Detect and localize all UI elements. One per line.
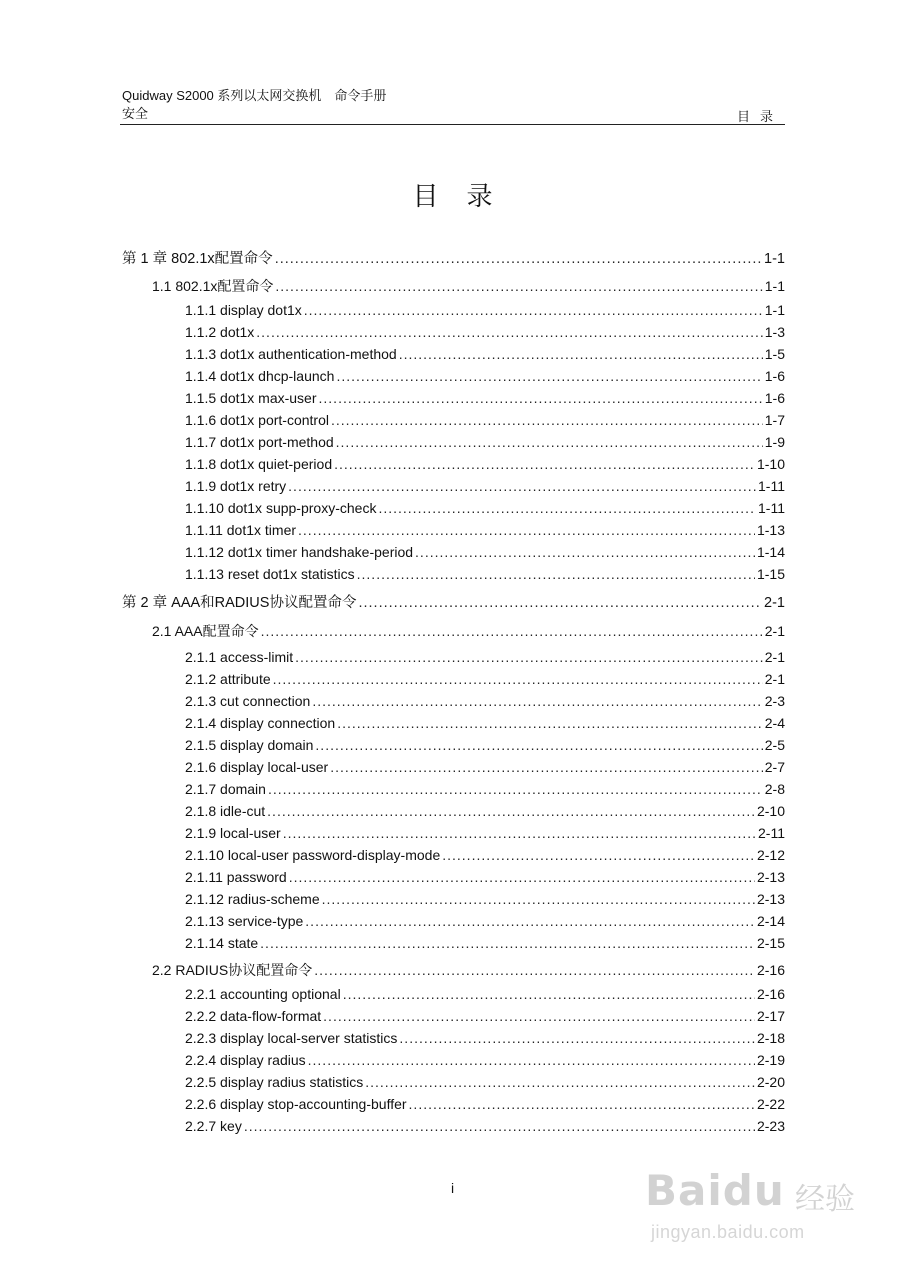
toc-leader-dots xyxy=(268,781,763,797)
toc-leader-dots xyxy=(323,1008,755,1024)
toc-entry-page: 1-3 xyxy=(764,324,785,340)
toc-entry-label: 2.1.8 idle-cut xyxy=(185,803,266,819)
header-section: 安全 xyxy=(122,106,149,121)
toc-section-entry[interactable] xyxy=(152,962,785,978)
toc-entry-page: 2-1 xyxy=(764,649,785,665)
toc-subsection-entry[interactable] xyxy=(185,913,785,929)
toc-leader-dots xyxy=(289,869,755,885)
toc-entry-page: 2-16 xyxy=(756,986,785,1002)
toc-subsection-entry[interactable] xyxy=(185,368,785,384)
toc-entry-label: 2.2.4 display radius xyxy=(185,1052,306,1068)
toc-leader-dots xyxy=(312,693,762,709)
toc-subsection-entry[interactable] xyxy=(185,671,785,687)
toc-subsection-entry[interactable] xyxy=(185,781,785,797)
toc-entry-label: 第 2 章 AAA和RADIUS协议配置命令 xyxy=(122,595,357,611)
toc-leader-dots xyxy=(415,544,755,560)
toc-leader-dots xyxy=(244,1118,755,1134)
toc-entry-page: 1-13 xyxy=(756,522,785,538)
toc-entry-page: 1-6 xyxy=(764,390,785,406)
toc-entry-page: 1-6 xyxy=(764,368,785,384)
toc-entry-page: 2-1 xyxy=(764,623,785,639)
toc-subsection-entry[interactable] xyxy=(185,1030,785,1046)
toc-entry-label: 1.1.12 dot1x timer handshake-period xyxy=(185,544,414,560)
toc-entry-label: 2.1.12 radius-scheme xyxy=(185,891,320,907)
toc-subsection-entry[interactable] xyxy=(185,715,785,731)
toc-entry-page: 2-17 xyxy=(756,1008,785,1024)
toc-entry-label: 1.1.1 display dot1x xyxy=(185,302,302,318)
toc-chapter-entry[interactable] xyxy=(122,595,785,611)
toc-entry-page: 2-18 xyxy=(756,1030,785,1046)
toc-leader-dots xyxy=(399,346,763,362)
toc-leader-dots xyxy=(409,1096,755,1112)
toc-entry-label: 2.2.5 display radius statistics xyxy=(185,1074,364,1090)
toc-entry-page: 2-13 xyxy=(756,891,785,907)
watermark-brand: Baidu xyxy=(645,1166,785,1215)
toc-subsection-entry[interactable] xyxy=(185,891,785,907)
toc-subsection-entry[interactable] xyxy=(185,544,785,560)
toc-entry-page: 1-15 xyxy=(756,566,785,582)
toc-subsection-entry[interactable] xyxy=(185,434,785,450)
header-divider xyxy=(120,124,785,125)
toc-entry-page: 1-10 xyxy=(756,456,785,472)
toc-subsection-entry[interactable] xyxy=(185,847,785,863)
toc-entry-label: 2.1.1 access-limit xyxy=(185,649,294,665)
toc-leader-dots xyxy=(288,478,756,494)
toc-entry-page: 2-10 xyxy=(756,803,785,819)
toc-subsection-entry[interactable] xyxy=(185,478,785,494)
toc-leader-dots xyxy=(358,595,762,611)
toc-entry-label: 2.2.7 key xyxy=(185,1118,242,1134)
toc-entry-page: 2-15 xyxy=(756,935,785,951)
toc-entry-page: 2-8 xyxy=(764,781,785,797)
toc-entry-page: 1-14 xyxy=(756,544,785,560)
toc-leader-dots xyxy=(305,913,755,929)
toc-entry-page: 2-20 xyxy=(756,1074,785,1090)
toc-leader-dots xyxy=(331,412,763,428)
toc-entry-label: 1.1.9 dot1x retry xyxy=(185,478,287,494)
toc-entry-page: 2-14 xyxy=(756,913,785,929)
header-right-label: 目录 xyxy=(736,109,783,124)
toc-entry-page: 2-1 xyxy=(764,595,785,611)
page-title: 目录 xyxy=(412,181,521,211)
toc-leader-dots xyxy=(330,759,763,775)
toc-entry-label: 2.2.3 display local-server statistics xyxy=(185,1030,398,1046)
toc-subsection-entry[interactable] xyxy=(185,566,785,582)
toc-entry-page: 2-13 xyxy=(756,869,785,885)
toc-entry-label: 2.1.13 service-type xyxy=(185,913,304,929)
toc-entry-label: 1.1 802.1x配置命令 xyxy=(152,278,274,294)
toc-subsection-entry[interactable] xyxy=(185,1074,785,1090)
toc-entry-label: 1.1.8 dot1x quiet-period xyxy=(185,456,333,472)
toc-entry-page: 2-11 xyxy=(758,825,785,841)
toc-entry-page: 1-7 xyxy=(764,412,785,428)
toc-entry-label: 1.1.13 reset dot1x statistics xyxy=(185,566,355,582)
toc-entry-label: 2.2.6 display stop-accounting-buffer xyxy=(185,1096,407,1112)
toc-leader-dots xyxy=(378,500,756,516)
toc-entry-page: 1-1 xyxy=(764,251,785,267)
toc-subsection-entry[interactable] xyxy=(185,1008,785,1024)
toc-entry-label: 2.1.14 state xyxy=(185,935,259,951)
baidu-jingyan-watermark xyxy=(645,1150,865,1270)
toc-entry-page: 2-1 xyxy=(764,671,785,687)
toc-entry-label: 2.1.6 display local-user xyxy=(185,759,329,775)
toc-leader-dots xyxy=(336,368,762,384)
toc-leader-dots xyxy=(275,278,762,294)
toc-entry-label: 2.2.1 accounting optional xyxy=(185,986,341,1002)
toc-subsection-entry[interactable] xyxy=(185,324,785,340)
toc-leader-dots xyxy=(442,847,755,863)
toc-entry-page: 2-19 xyxy=(756,1052,785,1068)
toc-leader-dots xyxy=(295,649,763,665)
toc-entry-page: 2-22 xyxy=(756,1096,785,1112)
toc-leader-dots xyxy=(267,803,755,819)
toc-entry-label: 1.1.6 dot1x port-control xyxy=(185,412,329,428)
toc-subsection-entry[interactable] xyxy=(185,759,785,775)
toc-leader-dots xyxy=(399,1030,755,1046)
toc-entry-label: 2.1.9 local-user xyxy=(185,825,281,841)
toc-entry-page: 2-3 xyxy=(764,693,785,709)
toc-subsection-entry[interactable] xyxy=(185,346,785,362)
toc-leader-dots xyxy=(357,566,755,582)
header-manual-title: Quidway S2000 系列以太网交换机 命令手册 xyxy=(122,88,387,103)
toc-leader-dots xyxy=(334,456,755,472)
toc-entry-page: 2-4 xyxy=(764,715,785,731)
watermark-url: jingyan.baidu.com xyxy=(651,1222,805,1242)
toc-subsection-entry[interactable] xyxy=(185,649,785,665)
toc-leader-dots xyxy=(365,1074,755,1090)
toc-entry-label: 第 1 章 802.1x配置命令 xyxy=(122,251,273,267)
toc-entry-label: 1.1.4 dot1x dhcp-launch xyxy=(185,368,335,384)
toc-subsection-entry[interactable] xyxy=(185,869,785,885)
toc-subsection-entry[interactable] xyxy=(185,522,785,538)
toc-subsection-entry[interactable] xyxy=(185,737,785,753)
toc-entry-label: 1.1.7 dot1x port-method xyxy=(185,434,334,450)
toc-entry-page: 2-16 xyxy=(756,962,785,978)
toc-entry-label: 2.1.4 display connection xyxy=(185,715,336,731)
toc-subsection-entry[interactable] xyxy=(185,935,785,951)
toc-entry-label: 1.1.3 dot1x authentication-method xyxy=(185,346,397,362)
toc-leader-dots xyxy=(260,935,755,951)
toc-leader-dots xyxy=(319,390,763,406)
toc-entry-page: 1-1 xyxy=(764,278,785,294)
toc-entry-page: 2-7 xyxy=(764,759,785,775)
toc-entry-label: 2.1.5 display domain xyxy=(185,737,314,753)
toc-leader-dots xyxy=(256,324,762,340)
toc-subsection-entry[interactable] xyxy=(185,986,785,1002)
toc-leader-dots xyxy=(261,623,763,639)
toc-chapter-entry[interactable] xyxy=(122,251,785,267)
toc-leader-dots xyxy=(308,1052,755,1068)
toc-leader-dots xyxy=(283,825,756,841)
toc-subsection-entry[interactable] xyxy=(185,825,785,841)
toc-leader-dots xyxy=(337,715,763,731)
toc-subsection-entry[interactable] xyxy=(185,302,785,318)
toc-entry-page: 1-5 xyxy=(764,346,785,362)
toc-entry-page: 2-5 xyxy=(764,737,785,753)
toc-subsection-entry[interactable] xyxy=(185,1118,785,1134)
toc-section-entry[interactable] xyxy=(152,623,785,639)
toc-entry-label: 2.1.3 cut connection xyxy=(185,693,311,709)
toc-subsection-entry[interactable] xyxy=(185,1096,785,1112)
toc-subsection-entry[interactable] xyxy=(185,390,785,406)
toc-subsection-entry[interactable] xyxy=(185,412,785,428)
toc-leader-dots xyxy=(343,986,755,1002)
toc-leader-dots xyxy=(275,251,762,267)
toc-entry-label: 1.1.10 dot1x supp-proxy-check xyxy=(185,500,377,516)
toc-entry-page: 1-11 xyxy=(758,500,785,516)
toc-leader-dots xyxy=(298,522,755,538)
toc-section-entry[interactable] xyxy=(152,278,785,294)
toc-subsection-entry[interactable] xyxy=(185,456,785,472)
toc-leader-dots xyxy=(315,737,762,753)
toc-leader-dots xyxy=(336,434,763,450)
toc-leader-dots xyxy=(314,962,755,978)
toc-entry-page: 1-11 xyxy=(758,478,785,494)
toc-subsection-entry[interactable] xyxy=(185,1052,785,1068)
toc-subsection-entry[interactable] xyxy=(185,500,785,516)
toc-subsection-entry[interactable] xyxy=(185,693,785,709)
watermark-brand-cn: 经验 xyxy=(795,1182,855,1217)
toc-entry-label: 1.1.2 dot1x xyxy=(185,324,255,340)
toc-entry-label: 2.2.2 data-flow-format xyxy=(185,1008,322,1024)
toc-entry-label: 1.1.11 dot1x timer xyxy=(185,522,297,538)
toc-entry-page: 2-12 xyxy=(756,847,785,863)
toc-entry-page: 2-23 xyxy=(756,1118,785,1134)
toc-entry-page: 1-9 xyxy=(764,434,785,450)
toc-entry-label: 2.1.10 local-user password-display-mode xyxy=(185,847,441,863)
toc-entry-label: 2.1.11 password xyxy=(185,869,287,885)
toc-entry-label: 2.1.2 attribute xyxy=(185,671,271,687)
toc-entry-label: 2.1.7 domain xyxy=(185,781,266,797)
toc-leader-dots xyxy=(273,671,763,687)
toc-entry-label: 2.1 AAA配置命令 xyxy=(152,623,259,639)
toc-entry-label: 2.2 RADIUS协议配置命令 xyxy=(152,962,313,978)
toc-leader-dots xyxy=(304,302,763,318)
toc-entry-page: 1-1 xyxy=(764,302,785,318)
page-number: i xyxy=(450,1180,455,1196)
toc-leader-dots xyxy=(322,891,755,907)
toc-entry-label: 1.1.5 dot1x max-user xyxy=(185,390,317,406)
toc-subsection-entry[interactable] xyxy=(185,803,785,819)
